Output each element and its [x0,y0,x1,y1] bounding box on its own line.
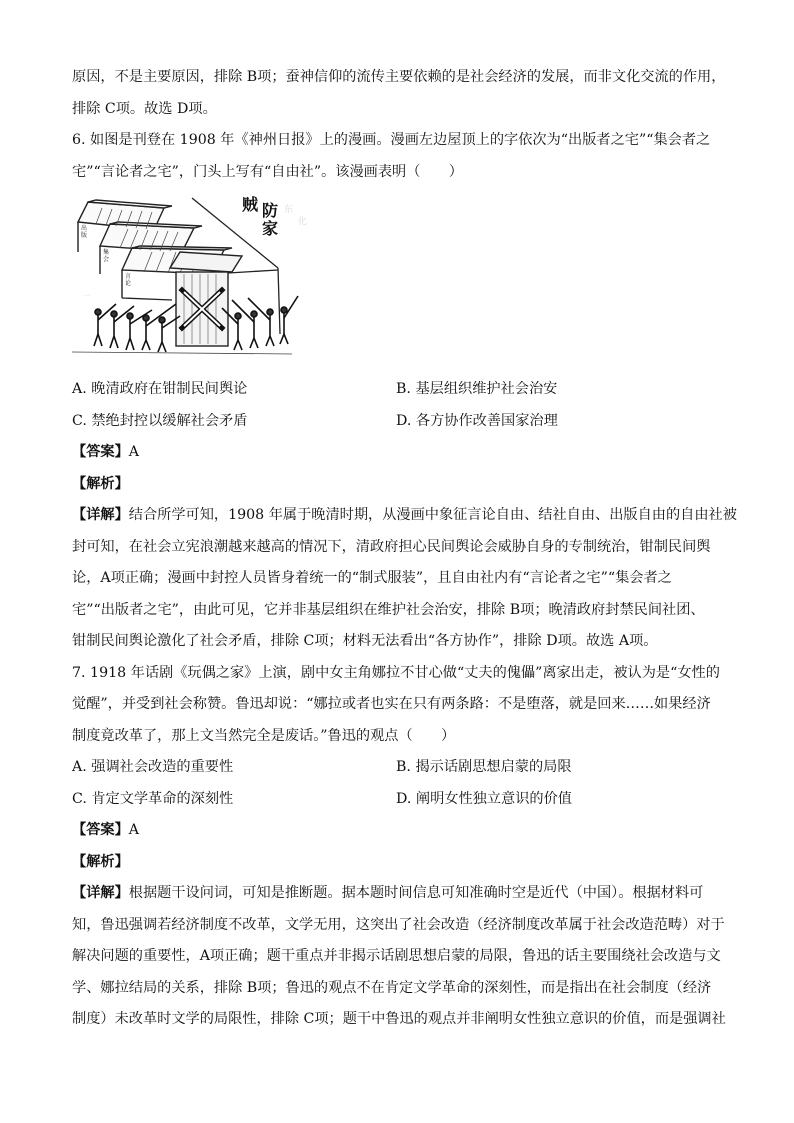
q7-option-a[interactable]: A. 强调社会改造的重要性 [72,759,234,775]
intro-line-2: 排除 C项。故选 D项。 [72,100,217,117]
q6-analysis [72,469,724,501]
q7-answer-value: A [128,822,140,838]
q7-option-b[interactable]: B. 揭示话剧思想启蒙的局限 [396,759,572,775]
q7-detail-tag: 【详解】 [72,885,129,901]
q6-detail-line-2: 封可知，在社会立宪浪潮越来越高的情况下，清政府担心民间舆论会威胁自身的专制统治，钳制民间舆 [72,538,711,555]
svg-text:言: 言 [125,273,132,280]
intro-line-1: 原因，不是主要原因，排除 B项；蚕神信仰的流传主要依赖的是社会经济的发展，而非文化交流的作用， [72,69,726,85]
q7-options [72,752,724,815]
q7-detail-line-4: 学、娜拉结局的关系，排除 B项；鲁迅的观点不在肯定文学革命的深刻性，而是指出在社会制度（经济 [72,979,712,996]
cartoon-sign-char-1: 防 [262,201,279,220]
q6-option-a[interactable]: A. 晚清政府在钳制民间舆论 [72,381,248,397]
q6-detail-line-5: 钳制民间舆论激化了社会矛盾，排除 C项；材料无法看出“各方协作”，排除 D项。故选 A项。 [72,633,658,649]
q7-detail-line-5: 制度）未改革时文学的局限性，排除 C项；题干中鲁迅的观点并非阐明女性独立意识的价值，而是强调社 [72,1011,726,1027]
svg-text:会: 会 [103,256,110,263]
q6-option-d[interactable]: D. 各方协作改善国家治理 [396,412,558,429]
q6-detail-line-1 [72,500,737,532]
q7-detail-text-1: 根据题干设问词，可知是推断题。据本题时间信息可知准确时空是近代（中国）。根据材料可 [128,885,704,901]
q7-analysis-tag: 【解析】 [72,853,129,870]
q7-answer [72,815,724,847]
q7-stem-line-2: 觉醒”，并受到社会称赞。鲁迅却说：“娜拉或者也实在只有两条路：不是堕落，就是回来……如果经济 [72,696,711,712]
q7-option-d[interactable]: D. 阐明女性独立意识的价值 [396,790,572,807]
q7-answer-tag: 【答案】 [72,822,129,838]
q7-detail-line-1 [72,878,724,910]
q6-answer-tag: 【答案】 [72,444,129,460]
q6-detail-line-4: 宅”“出版者之宅”，由此可见，它并非基层组织在维护社会治安，排除 B项；晚清政府封禁民间社团、 [72,601,705,618]
q7-stem-line-3: 制度竟改革了，那上文当然完全是废话。”鲁迅的观点（ ） [72,727,456,744]
q6-answer [72,437,724,469]
q6-cartoon-image [72,194,312,370]
q6-stem-line-2: 宅”“言论者之宅”，门头上写有“自由社”。该漫画表明（ ） [72,163,463,180]
svg-text:化: 化 [298,217,308,227]
q7-detail-line-3: 解决问题的重要性，A项正确；题干重点并非揭示话剧思想启蒙的局限，鲁迅的话主要围绕社会改造与文 [72,948,721,964]
q6-stem-line-1: 6. 如图是刊登在 1908 年《神州日报》上的漫画。漫画左边屋顶上的字依次为“出版者之宅”“集会者之 [72,132,711,148]
svg-text:一: 一 [82,292,92,302]
q6-options [72,374,724,437]
cartoon-illustration [72,194,312,370]
svg-text:出: 出 [81,225,88,232]
q6-detail-tag: 【详解】 [72,507,129,523]
q7-stem-line-1: 7. 1918 年话剧《玩偶之家》上演，剧中女主角娜拉不甘心做“丈夫的傀儡”离家出走，被认为是“女性的 [72,664,720,681]
document-page [72,62,737,1036]
q6-analysis-tag: 【解析】 [72,475,129,492]
q6-detail-line-3: 论，A项正确；漫画中封控人员皆身着统一的“制式服装”，且自由社内有“言论者之宅”“集会者之 [72,570,672,586]
q6-answer-value: A [128,444,140,460]
cartoon-sign-char-3: 家 [262,219,279,238]
q7-analysis [72,847,724,879]
svg-text:论: 论 [125,280,132,287]
svg-text:东: 东 [284,205,294,215]
cartoon-sign-char-2: 贼 [242,195,259,214]
q6-option-b[interactable]: B. 基层组织维护社会治安 [396,381,558,397]
q7-option-c[interactable]: C. 肯定文学革命的深刻性 [72,790,234,807]
svg-text:集: 集 [103,249,110,256]
svg-text:版: 版 [81,232,88,239]
q6-option-c[interactable]: C. 禁绝封控以缓解社会矛盾 [72,412,248,429]
q6-detail-text-1: 结合所学可知，1908 年属于晚清时期，从漫画中象征言论自由、结社自由、出版自由的自由社被 [128,507,737,523]
q7-detail-line-2: 知，鲁迅强调若经济制度不改革，文学无用，这突出了社会改造（经济制度改革属于社会改造范畴）对于 [72,916,725,933]
